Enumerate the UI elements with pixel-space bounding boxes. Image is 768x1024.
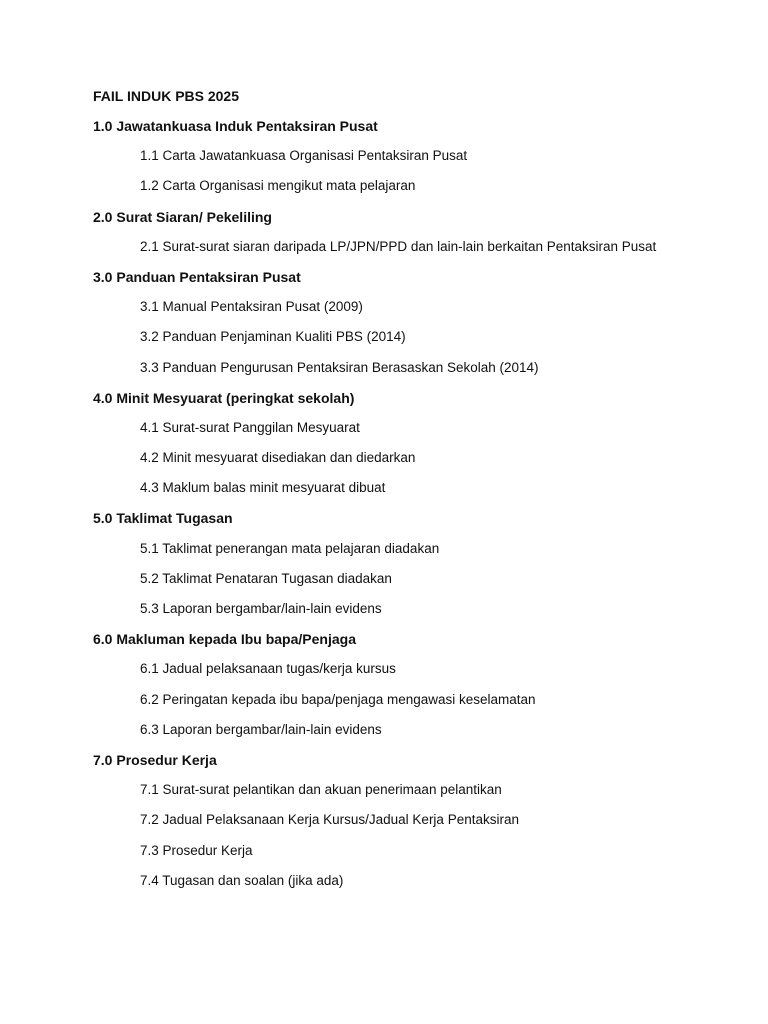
section-item: 5.2 Taklimat Penataran Tugasan diadakan	[140, 570, 392, 586]
section-item: 7.1 Surat-surat pelantikan dan akuan penerimaan pelantikan	[140, 782, 502, 798]
section-heading: 7.0 Prosedur Kerja	[93, 751, 217, 768]
section-item: 6.2 Peringatan kepada ibu bapa/penjaga mengawasi keselamatan	[140, 691, 536, 707]
section-4	[93, 388, 733, 499]
section-1	[93, 116, 733, 196]
section-heading: 3.0 Panduan Pentaksiran Pusat	[93, 268, 301, 285]
section-3	[93, 267, 733, 378]
section-list	[93, 116, 733, 901]
section-item: 5.3 Laporan bergambar/lain-lain evidens	[140, 601, 382, 616]
section-5	[93, 508, 733, 619]
section-item: 3.3 Panduan Pengurusan Pentaksiran Berasaskan Sekolah (2014)	[140, 359, 539, 375]
section-heading: 6.0 Makluman kepada Ibu bapa/Penjaga	[93, 631, 356, 648]
section-item: 6.3 Laporan bergambar/lain-lain evidens	[140, 721, 382, 737]
section-item: 3.2 Panduan Penjaminan Kualiti PBS (2014)	[140, 329, 406, 345]
section-item: 4.2 Minit mesyuarat disediakan dan diedarkan	[140, 450, 416, 466]
section-6	[93, 629, 733, 740]
section-item: 4.3 Maklum balas minit mesyuarat dibuat	[140, 480, 386, 496]
section-item: 1.2 Carta Organisasi mengikut mata pelajaran	[140, 178, 416, 194]
section-7	[93, 750, 733, 891]
section-item: 7.2 Jadual Pelaksanaan Kerja Kursus/Jadual Kerja Pentaksiran	[140, 812, 519, 828]
section-heading: 5.0 Taklimat Tugasan	[93, 510, 233, 527]
document-title: FAIL INDUK PBS 2025	[93, 88, 240, 104]
section-item: 7.4 Tugasan dan soalan (jika ada)	[140, 872, 344, 888]
section-2	[93, 207, 733, 257]
section-heading: 1.0 Jawatankuasa Induk Pentaksiran Pusat	[93, 118, 378, 134]
section-item: 2.1 Surat-surat siaran daripada LP/JPN/PPD dan lain-lain berkaitan Pentaksiran Pusat	[140, 238, 657, 254]
section-item: 4.1 Surat-surat Panggilan Mesyuarat	[140, 419, 360, 435]
section-heading: 4.0 Minit Mesyuarat (peringkat sekolah)	[93, 389, 355, 406]
section-item: 3.1 Manual Pentaksiran Pusat (2009)	[140, 299, 363, 315]
section-item: 6.1 Jadual pelaksanaan tugas/kerja kursus	[140, 661, 396, 677]
section-item: 5.1 Taklimat penerangan mata pelajaran diadakan	[140, 540, 440, 556]
section-item: 7.3 Prosedur Kerja	[140, 842, 253, 858]
section-heading: 2.0 Surat Siaran/ Pekeliling	[93, 208, 272, 225]
section-item: 1.1 Carta Jawatankuasa Organisasi Pentaksiran Pusat	[140, 148, 468, 164]
